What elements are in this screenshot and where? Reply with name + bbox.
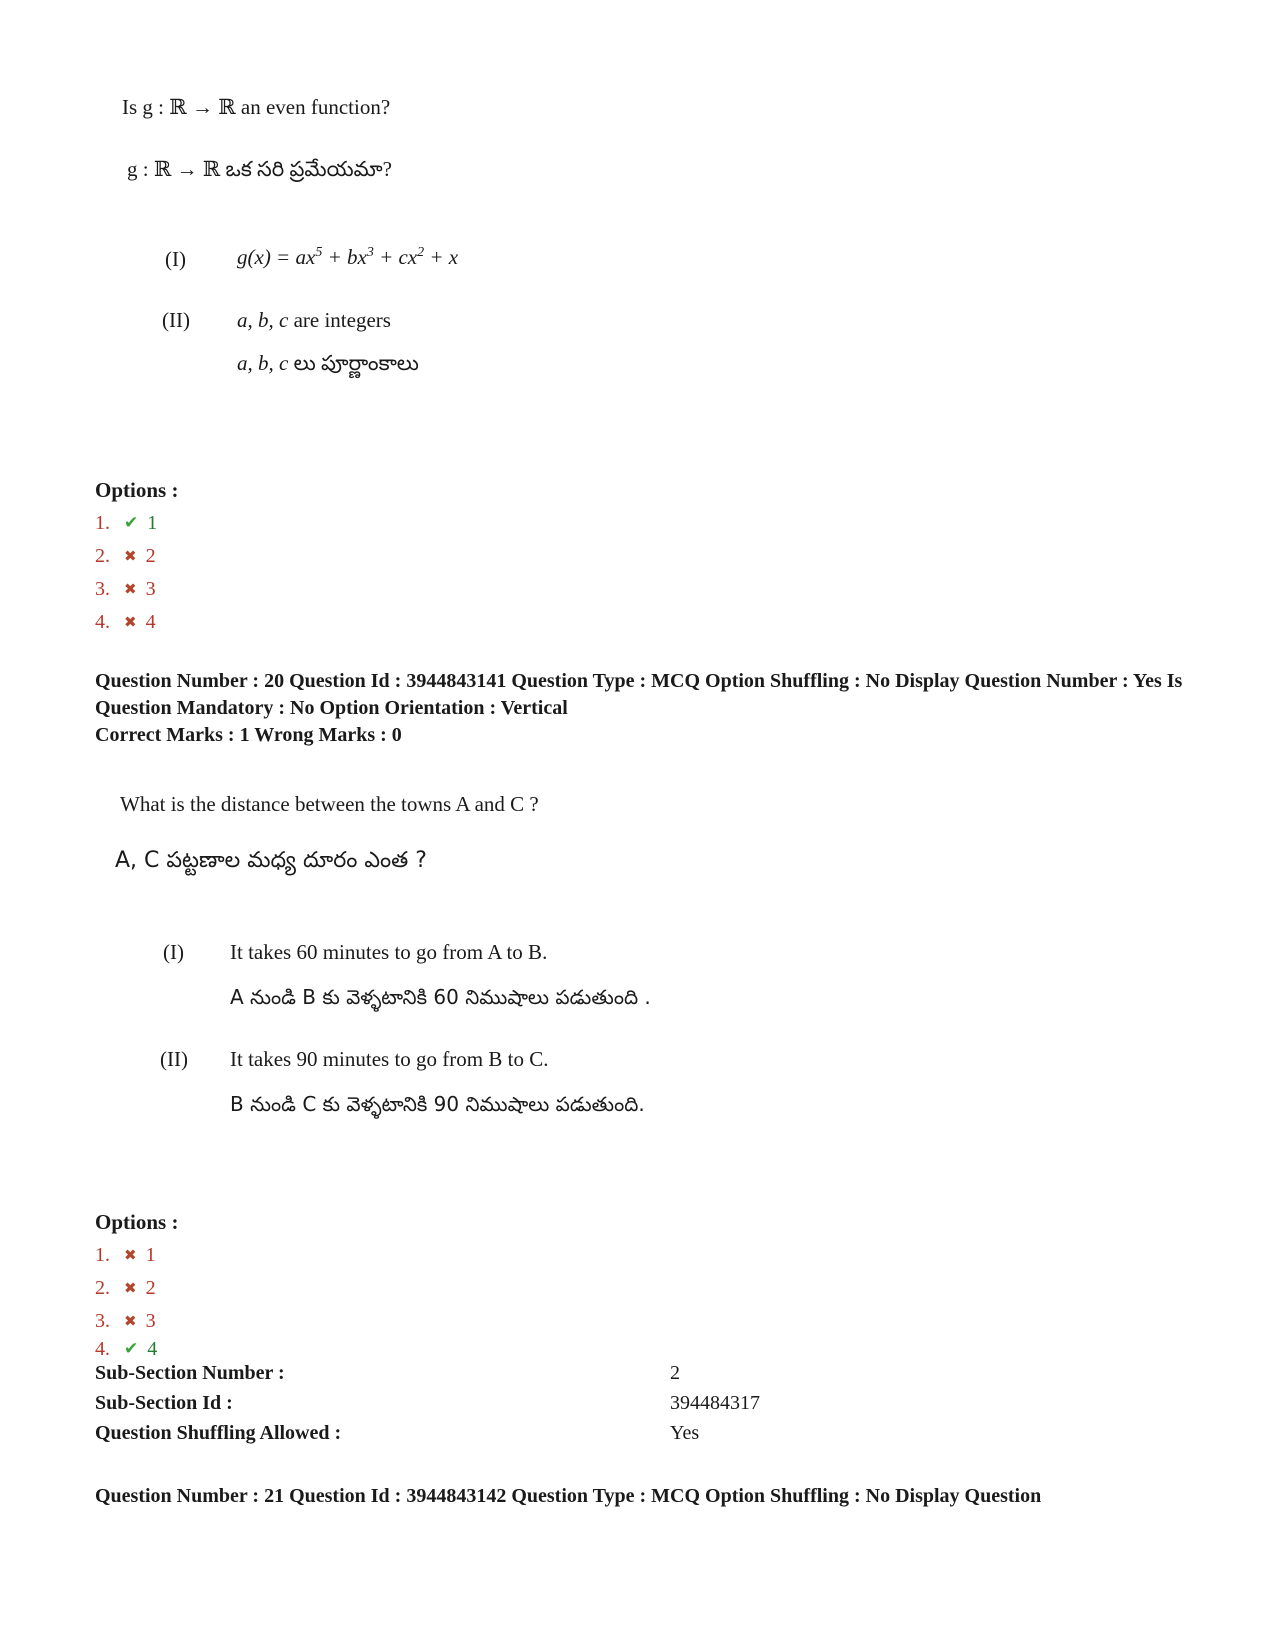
answer-status-icon: ✔ (124, 1339, 139, 1358)
option-row (95, 611, 156, 634)
statement-variables: a, b, c (237, 308, 289, 332)
answer-status-icon: ✖ (124, 1314, 137, 1330)
question-metadata (95, 1483, 1190, 1510)
question-text-telugu: g : ℝ → ℝ ఒక సరి ప్రమేయమా? (127, 157, 392, 181)
question-text-english: Is g : ℝ → ℝ an even function? (122, 95, 391, 119)
option-row (95, 1277, 156, 1300)
answer-status-icon: ✖ (124, 582, 137, 598)
option-number: 4. (95, 611, 110, 633)
option-number: 2. (95, 545, 110, 567)
option-label: 3 (145, 578, 156, 600)
option-number: 1. (95, 512, 110, 534)
statement-text-telugu (237, 351, 419, 381)
formula-part: + cx (373, 245, 418, 269)
formula-part: + bx (322, 245, 367, 269)
options-heading: Options : (95, 478, 179, 502)
option-row (95, 545, 156, 568)
option-number: 4. (95, 1338, 110, 1360)
subsection-label: Question Shuffling Allowed : (95, 1422, 342, 1444)
option-number: 3. (95, 578, 110, 600)
formula-part: g(x) = ax (237, 245, 316, 269)
answer-status-icon: ✖ (124, 1248, 137, 1264)
subsection-value: Yes (670, 1422, 700, 1444)
statement-rest: లు పూర్ణాంకాలు (288, 351, 419, 375)
statement-formula (237, 245, 458, 270)
option-row (95, 578, 156, 601)
statement-rest: are integers (288, 308, 391, 332)
option-row (95, 1244, 156, 1267)
option-row (95, 512, 157, 535)
question-metadata (95, 668, 1190, 749)
option-row (95, 1310, 156, 1333)
option-label: 3 (145, 1310, 156, 1332)
question-marks-line: Correct Marks : 1 Wrong Marks : 0 (95, 724, 402, 746)
subsection-label: Sub-Section Number : (95, 1362, 285, 1384)
subsection-info (95, 1362, 760, 1445)
statement-text-english (237, 308, 391, 333)
formula-exponent: 3 (366, 245, 374, 260)
formula-part: + x (424, 245, 459, 269)
option-number: 3. (95, 1310, 110, 1332)
option-label: 1 (145, 1244, 156, 1266)
option-label: 2 (145, 1277, 156, 1299)
statement-number: (II) (162, 308, 190, 332)
answer-status-icon: ✔ (124, 513, 139, 532)
answer-status-icon: ✖ (124, 615, 137, 631)
subsection-value: 394484317 (670, 1392, 760, 1414)
option-label: 4 (147, 1338, 158, 1360)
statement-number: (I) (163, 940, 184, 964)
question-text-english: What is the distance between the towns A and C ? (120, 792, 539, 816)
subsection-value: 2 (670, 1362, 680, 1384)
statement-text-telugu: B నుండి C కు వెళ్ళటానికి 90 నిముషాలు పడుతుంది. (230, 1092, 645, 1116)
statement-text-telugu: A నుండి B కు వెళ్ళటానికి 60 నిముషాలు పడుతుంది . (230, 985, 651, 1009)
question-metadata-line: Question Number : 21 Question Id : 3944843142 Question Type : MCQ Option Shuffling : No Display Question (95, 1485, 1042, 1507)
statement-text-english: It takes 90 minutes to go from B to C. (230, 1047, 549, 1071)
option-number: 1. (95, 1244, 110, 1266)
option-label: 4 (145, 611, 156, 633)
answer-status-icon: ✖ (124, 1281, 137, 1297)
answer-status-icon: ✖ (124, 549, 137, 565)
formula-exponent: 5 (315, 245, 323, 260)
option-label: 1 (147, 512, 158, 534)
subsection-label: Sub-Section Id : (95, 1392, 233, 1414)
question-text-telugu: A, C పట్టణాల మధ్య దూరం ఎంత ? (115, 848, 427, 873)
options-heading: Options : (95, 1210, 179, 1234)
option-number: 2. (95, 1277, 110, 1299)
statement-variables: a, b, c (237, 351, 289, 375)
formula-exponent: 2 (417, 245, 425, 260)
question-metadata-line: Question Number : 20 Question Id : 3944843141 Question Type : MCQ Option Shuffling : No Display Question Number : Yes Is Question Mandatory : No Option Orientation : Vertical (95, 670, 1183, 719)
statement-number: (II) (160, 1047, 188, 1071)
option-row (95, 1338, 157, 1361)
statement-number: (I) (165, 247, 186, 271)
option-label: 2 (145, 545, 156, 567)
statement-text-english: It takes 60 minutes to go from A to B. (230, 940, 548, 964)
